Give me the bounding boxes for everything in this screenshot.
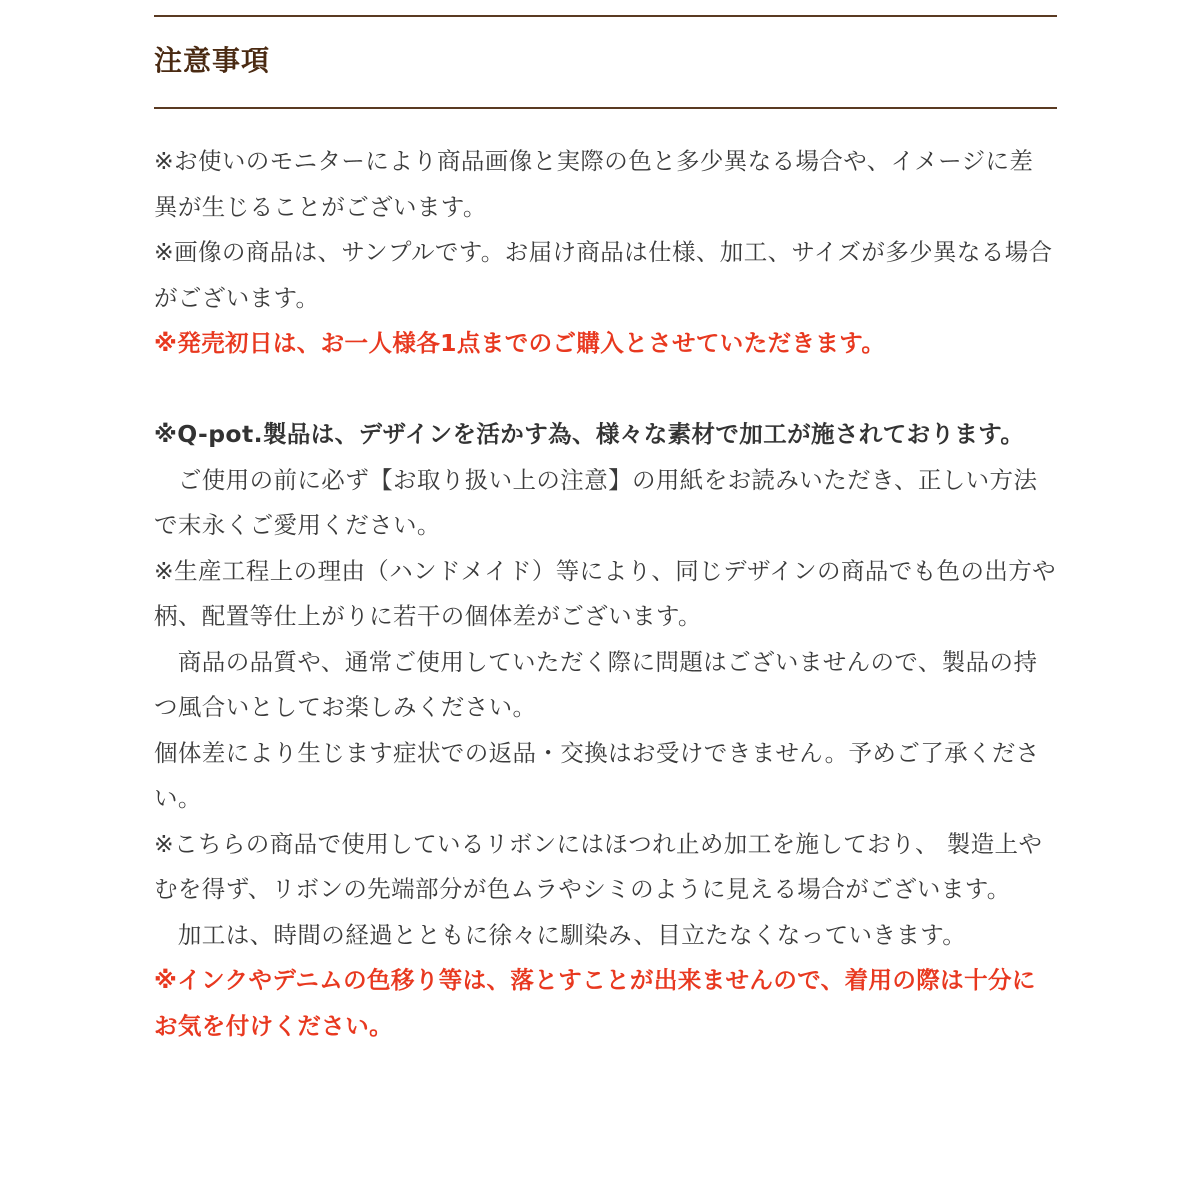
note-handmade-variation: ※生産工程上の理由（ハンドメイド）等により、同じデザインの商品でも色の出方や柄、配置等仕上がりに若干の個体差がございます。 xyxy=(154,556,1057,630)
note-handling-instructions: ご使用の前に必ず【お取り扱い上の注意】の用紙をお読みいただき、正しい方法で末永くご愛用ください。 xyxy=(154,465,1038,539)
spacer xyxy=(154,367,1057,413)
note-sample-image: ※画像の商品は、サンプルです。お届け商品は仕様、加工、サイズが多少異なる場合がございます。 xyxy=(154,238,1053,312)
note-materials: ※Q-pot.製品は、デザインを活かす為、様々な素材で加工が施されております。 xyxy=(154,420,1025,448)
note-quality: 商品の品質や、通常ご使用していただく際に問題はございませんので、製品の持つ風合いとしてお楽しみください。 xyxy=(154,647,1038,721)
notes-body xyxy=(154,139,1057,1049)
note-no-returns: 個体差により生じます症状での返品・交換はお受けできません。予めご了承ください。 xyxy=(154,738,1040,812)
note-purchase-limit: ※発売初日は、お一人様各1点までのご購入とさせていただきます。 xyxy=(154,329,886,357)
top-divider xyxy=(154,15,1057,17)
section-heading: 注意事項 xyxy=(154,44,271,77)
heading-divider xyxy=(154,107,1057,109)
note-ribbon-aging: 加工は、時間の経過とともに徐々に馴染み、目立たなくなっていきます。 xyxy=(154,920,967,949)
notes-section xyxy=(154,0,1057,1049)
note-monitor-color: ※お使いのモニターにより商品画像と実際の色と多少異なる場合や、イメージに差異が生じることがございます。 xyxy=(154,147,1034,221)
note-color-transfer-warning: ※インクやデニムの色移り等は、落とすことが出来ませんので、着用の際は十分にお気を付けください。 xyxy=(154,966,1036,1040)
note-ribbon-treatment: ※こちらの商品で使用しているリボンにはほつれ止め加工を施しており、 製造上やむを得ず、リボンの先端部分が色ムラやシミのように見える場合がございます。 xyxy=(154,829,1043,903)
